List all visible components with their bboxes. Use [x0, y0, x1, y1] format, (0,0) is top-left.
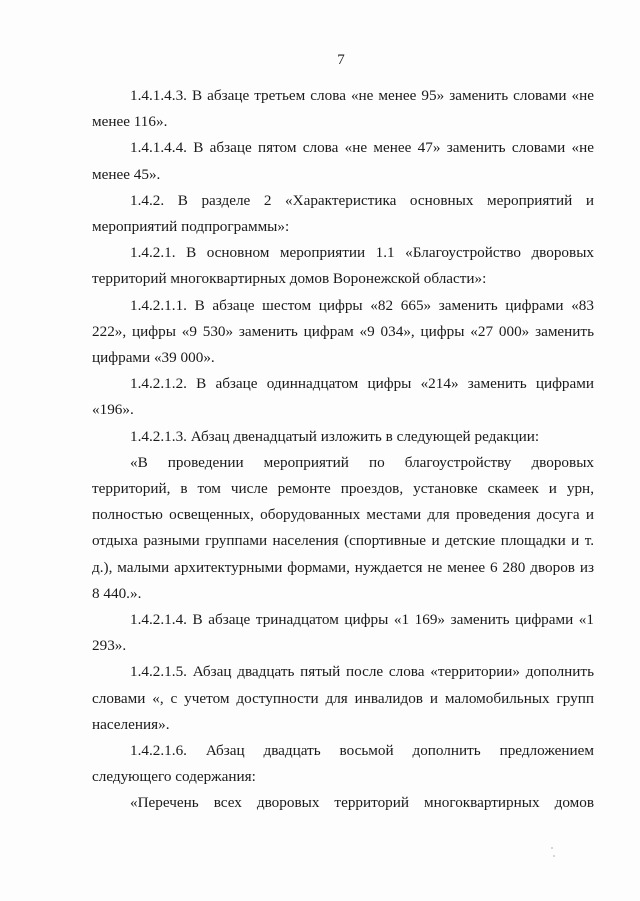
quoted-paragraph-list-start: «Перечень всех дворовых территорий многоквартирных домов [130, 794, 594, 812]
paragraph-1-4-2-1-6: 1.4.2.1.6. Абзац двадцать восьмой дополнить предложением следующего содержания: [92, 742, 594, 786]
paragraph-1-4-2-1-2: 1.4.2.1.2. В абзаце одиннадцатом цифры «214» заменить цифрами «196». [92, 375, 594, 419]
paragraph-1-4-2-1-4: 1.4.2.1.4. В абзаце тринадцатом цифры «1 169» заменить цифрами «1 293». [92, 611, 594, 655]
paragraph-1-4-2-1-1: 1.4.2.1.1. В абзаце шестом цифры «82 665» заменить цифрами «83 222», цифры «9 530» заменить цифрам «9 034», цифры «27 000» заменить цифрами «39 000». [92, 296, 594, 367]
paragraph-1-4-2: 1.4.2. В разделе 2 «Характеристика основных мероприятий и мероприятий подпрограммы»: [92, 191, 594, 236]
paragraph-1-4-2-1-5: 1.4.2.1.5. Абзац двадцать пятый после слова «территории» дополнить словами «, с учетом доступности для инвалидов и маломобильных групп населения». [92, 663, 594, 733]
paragraph-1-4-2-1: 1.4.2.1. В основном мероприятии 1.1 «Благоустройство дворовых территорий многоквартирных домов Воронежской области»: [92, 244, 594, 288]
paragraph-1-4-1-4-4: 1.4.1.4.4. В абзаце пятом слова «не менее 47» заменить словами «не менее 45». [92, 139, 594, 183]
document-body [92, 83, 594, 817]
paragraph-1-4-2-1-3: 1.4.2.1.3. Абзац двенадцатый изложить в следующей редакции: [130, 427, 540, 445]
scan-speck [551, 847, 553, 849]
quoted-paragraph-courtyards: «В проведении мероприятий по благоустройству дворовых территорий, в том числе ремонте проездов, установке скамеек и урн, полностью освещенных, оборудованных местами для проведения досуга и отдыха разными группами населения (спортивные и детские площадки и т. д.), малыми архитектурными формами, нуждается не менее 6 280 дворов из 8 440.». [92, 453, 594, 602]
scan-speck [553, 855, 555, 857]
paragraph-1-4-1-4-3: 1.4.1.4.3. В абзаце третьем слова «не менее 95» заменить словами «не менее 116». [92, 87, 594, 131]
page-number: 7 [337, 52, 345, 68]
